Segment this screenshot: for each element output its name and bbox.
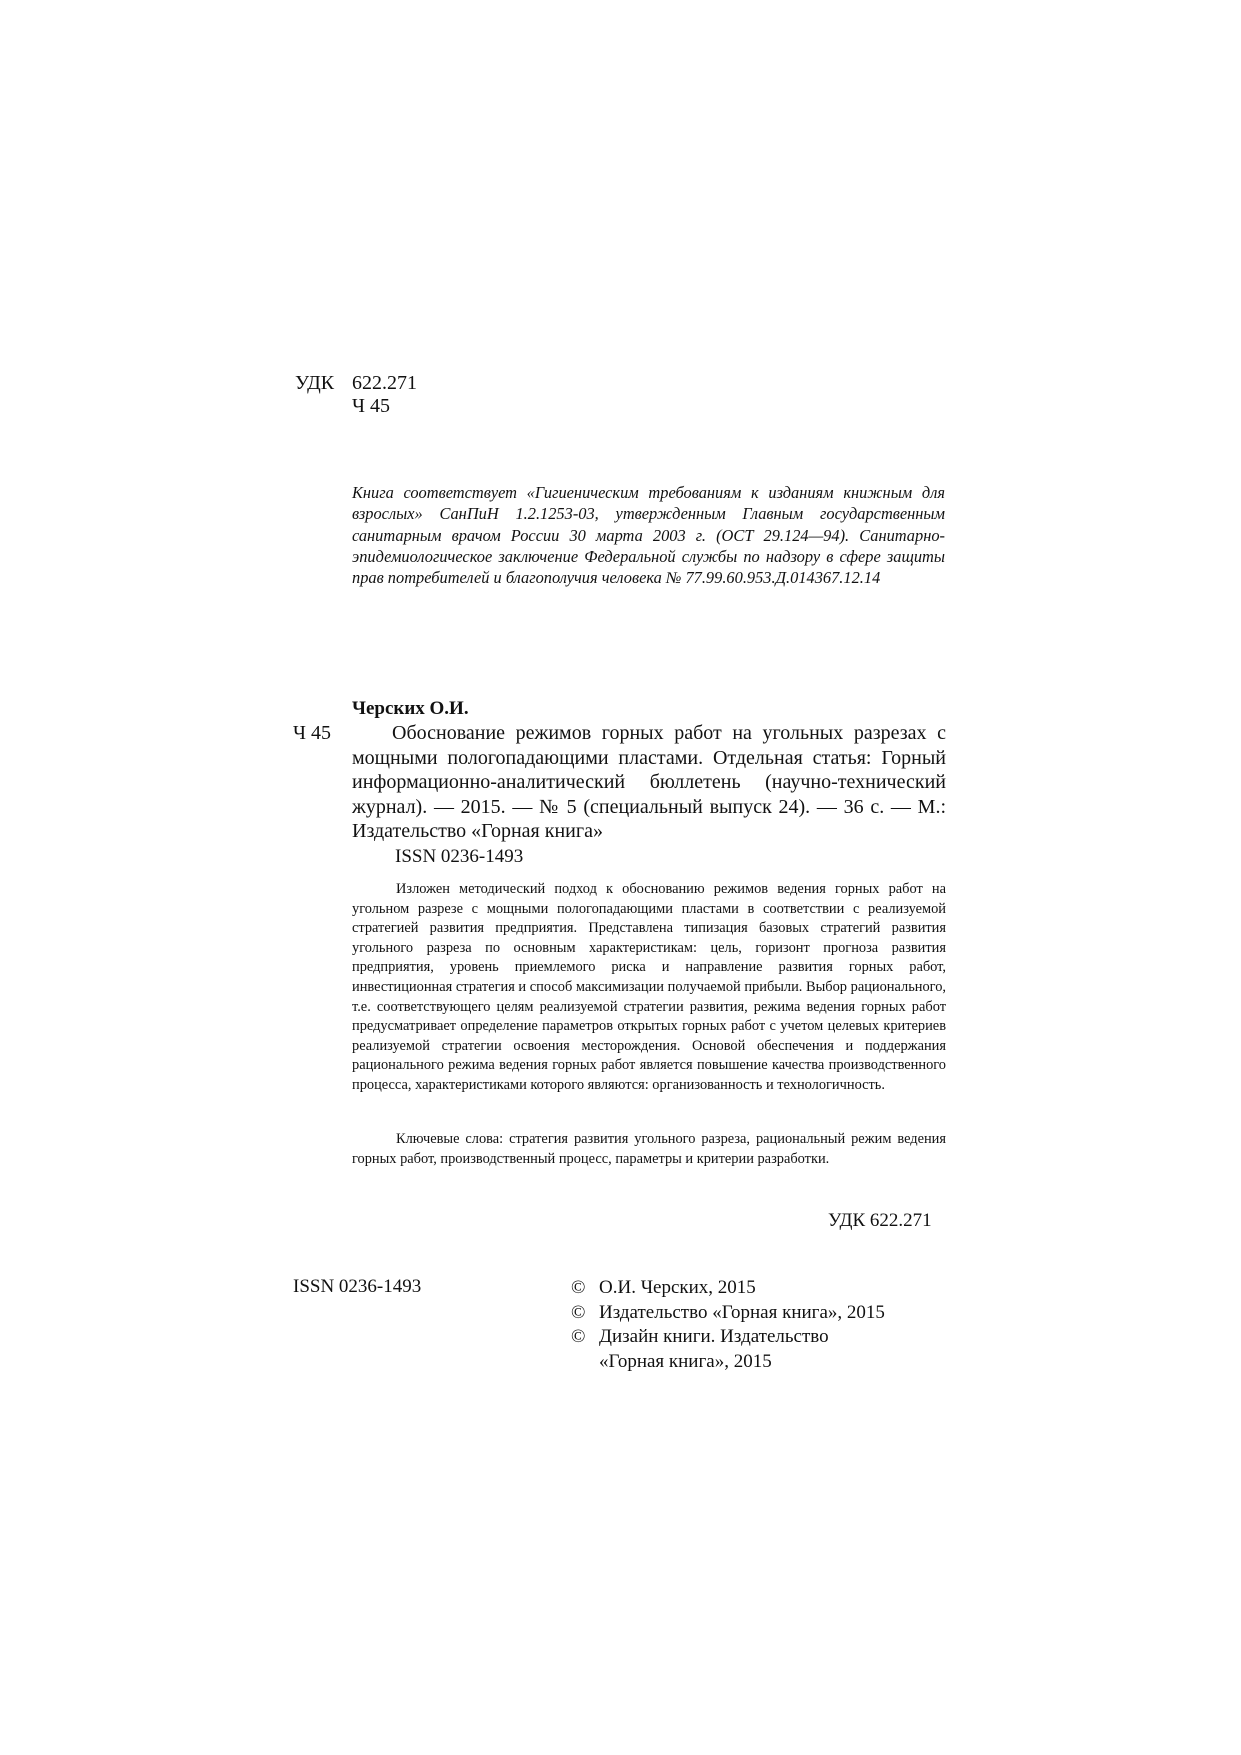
record-issn: ISSN 0236-1493: [395, 846, 524, 867]
copyright-block: [571, 1276, 885, 1374]
copyright-icon: ©: [571, 1326, 586, 1347]
record-author: Черских О.И.: [352, 698, 469, 719]
abstract-keywords: Ключевые слова: стратегия развития угольного разреза, рациональный режим ведения горных работ, производственный процесс, параметры и критерии разработки.: [352, 1131, 946, 1167]
record-description: Обоснование режимов горных работ на угольных разрезах с мощными пологопадающими пластами. Отдельная статья: Горный информационно-аналитический бюллетень (научно-технический журнал). — 2015. — № 5 (специальный выпуск 24). — 36 с. — М.: Издательство «Горная книга»: [352, 722, 946, 843]
copyright-line: [571, 1276, 885, 1301]
copyright-text: Дизайн книги. Издательство: [599, 1326, 829, 1347]
copyright-line: [571, 1325, 885, 1350]
record-author-mark: Ч 45: [293, 722, 331, 744]
udk-label: УДК: [295, 372, 335, 394]
copyright-icon: ©: [571, 1301, 586, 1323]
hygiene-note: Книга соответствует «Гигиеническим требованиям к изданиям книжным для взрослых» СанПиН 1.2.1253-03, утвержденным Главным государственным санитарным врачом России 30 марта 2003 г. (ОСТ 29.124—94). Санитарно-эпидемиологическое заключение Федеральной службы по надзору в сфере защиты прав потребителей и благополучия человека № 77.99.60.953.Д.014367.12.14: [352, 483, 945, 588]
copyright-text: Издательство «Горная книга», 2015: [599, 1301, 885, 1323]
abstract-text: Изложен методический подход к обоснованию режимов ведения горных работ на угольном разрезе с мощными пологопадающими пластами в соответствии с реализуемой стратегией развития предприятия. Представлена типизация базовых стратегий развития угольного разреза по основным характеристикам: цель, горизонт прогноза развития предприятия, уровень приемлемого риска и направление развития горных работ, инвестиционная стратегия и способ максимизации получаемой прибыли. Выбор рационального, т.е. соответствующего целям реализуемой стратегии развития, режима ведения горных работ предусматривает определение параметров открытых горных работ с учетом целевых критериев реализуемой стратегии освоения месторождения. Основой обеспечения и поддержания рационального режима ведения горных работ является повышение качества производственного процесса, характеристиками которого являются: организованность и технологичность.: [352, 881, 946, 1093]
copyright-icon: ©: [571, 1277, 586, 1298]
copyright-text: О.И. Черских, 2015: [599, 1277, 756, 1298]
copyright-line: [571, 1301, 885, 1326]
footer-issn: ISSN 0236-1493: [293, 1276, 422, 1297]
udk-code: 622.271: [352, 372, 417, 394]
abstract-udk: УДК 622.271: [828, 1210, 932, 1231]
author-mark: Ч 45: [352, 395, 390, 417]
copyright-continuation: «Горная книга», 2015: [599, 1350, 772, 1372]
